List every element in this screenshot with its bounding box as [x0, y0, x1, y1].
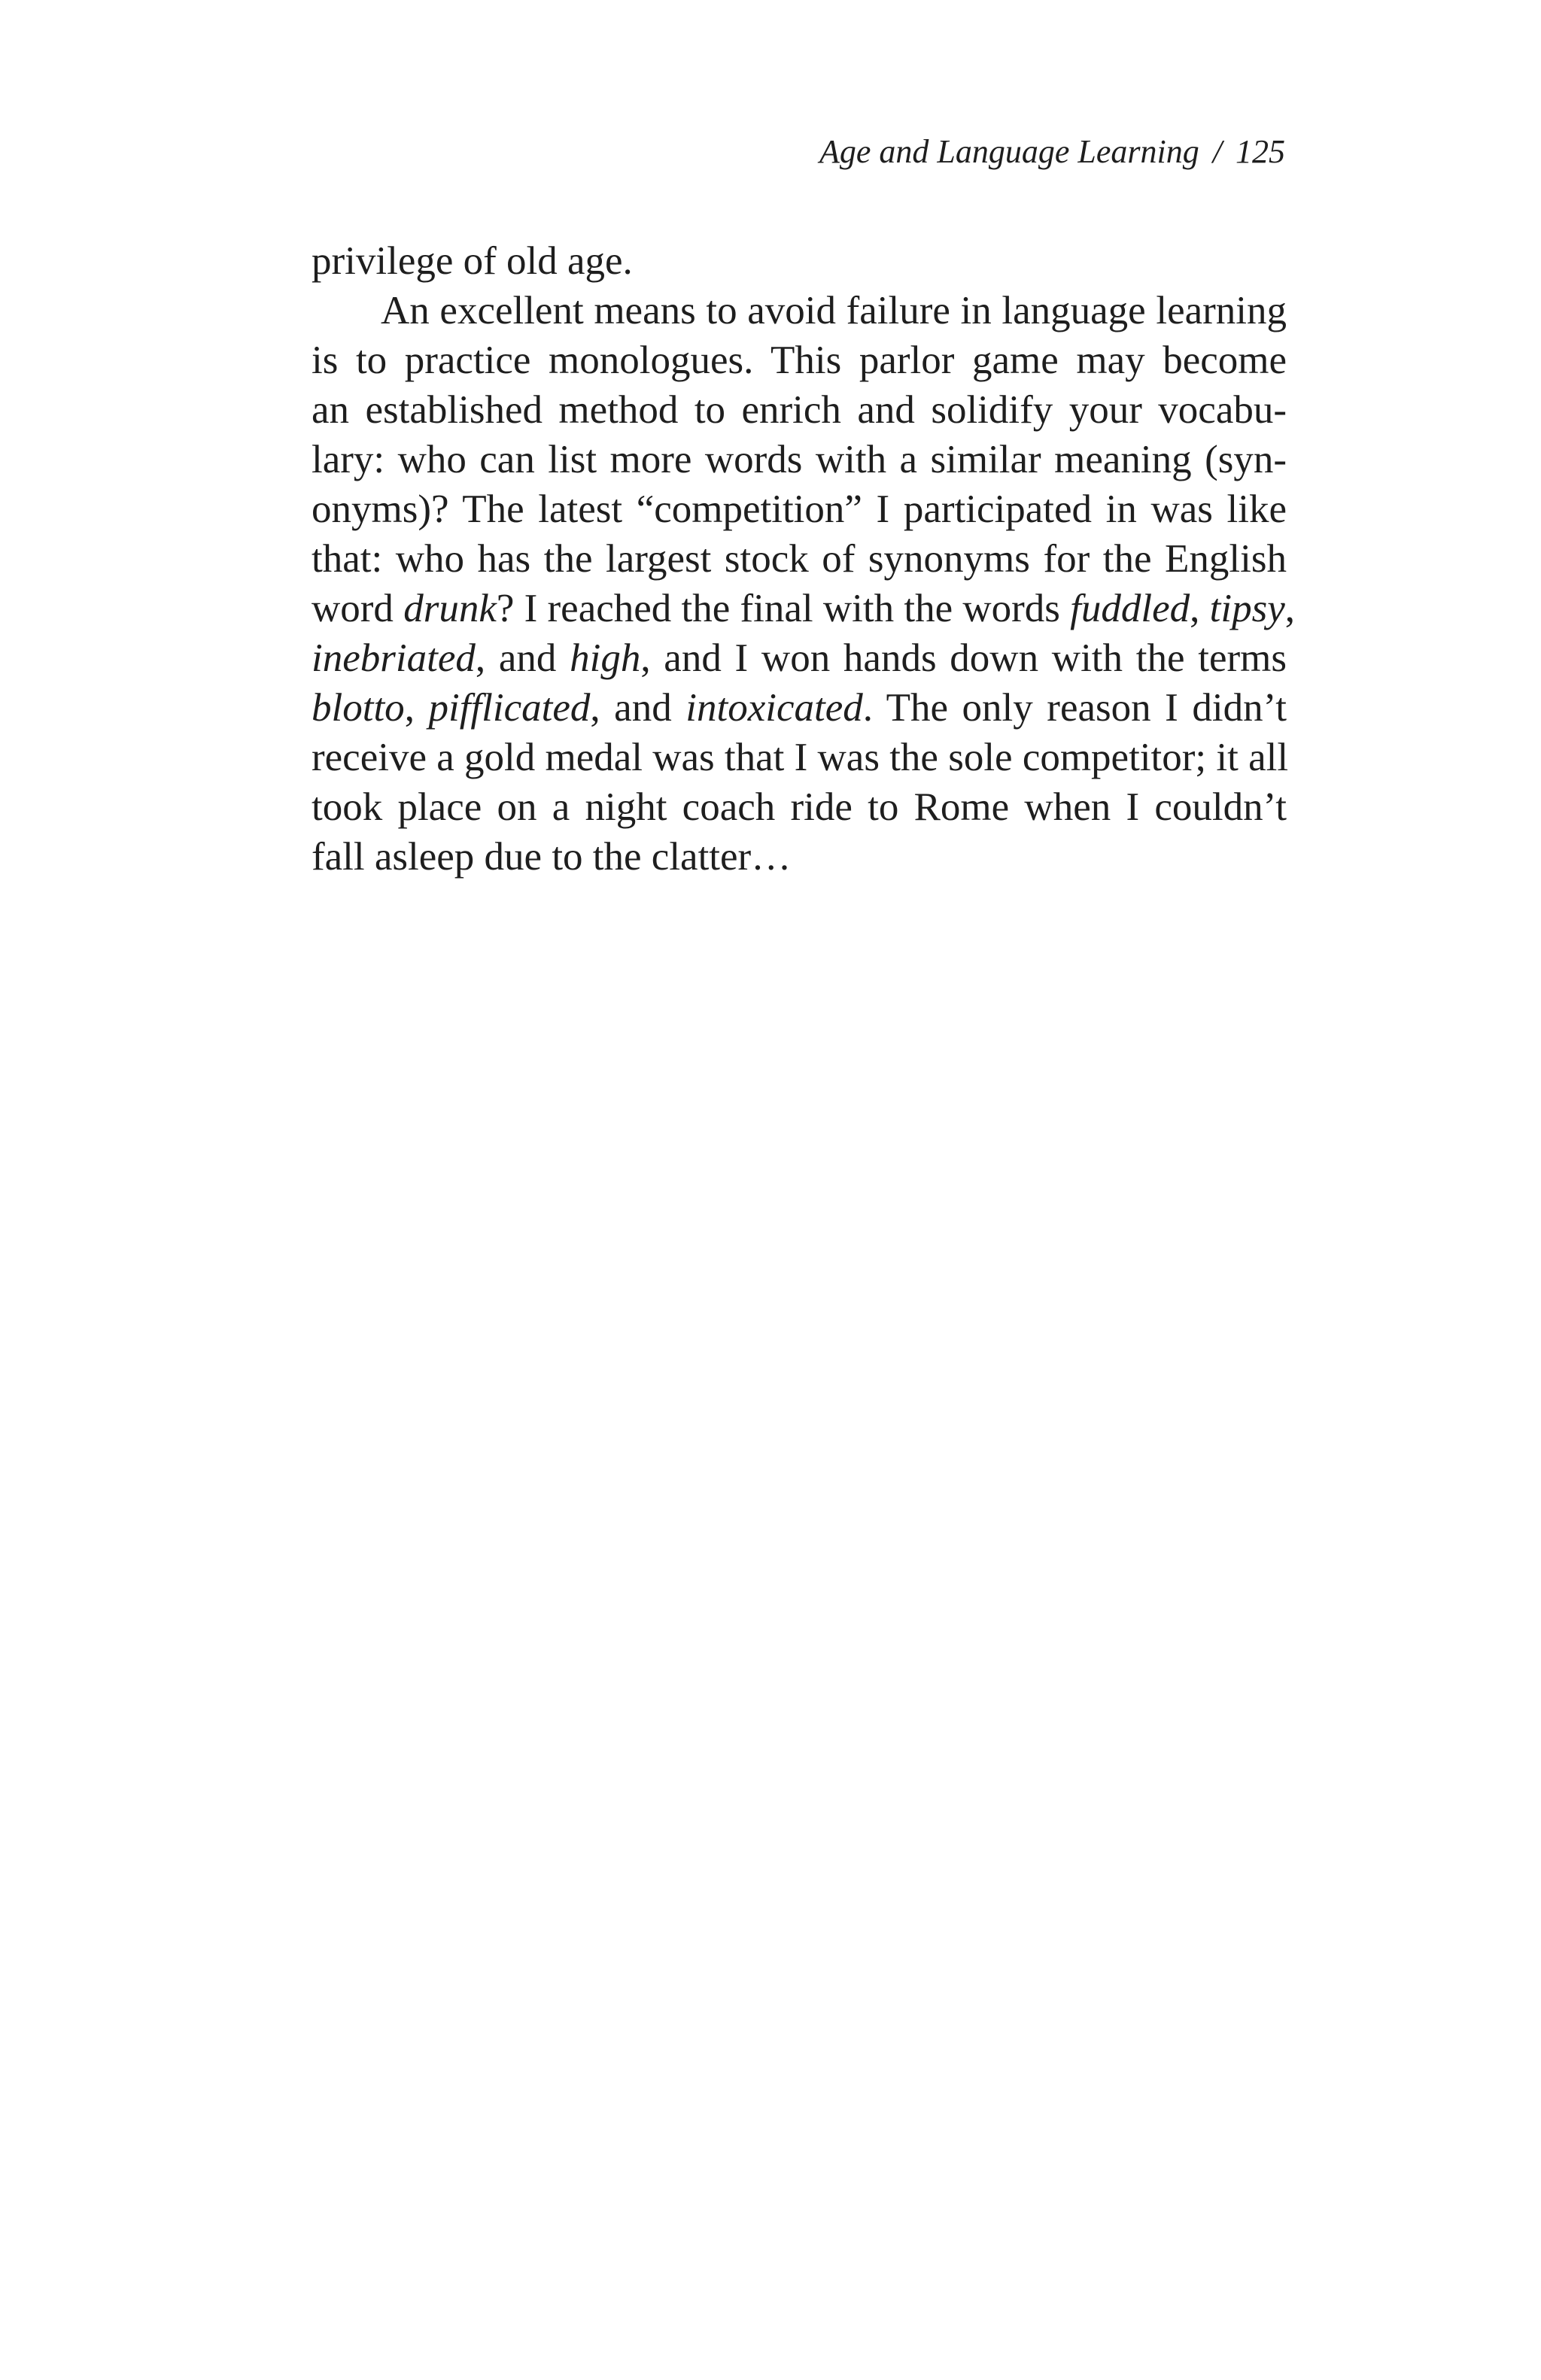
text-line: fall asleep due to the clatter…: [312, 835, 792, 879]
text-line: privilege of old age.: [312, 239, 633, 283]
italic-term: pifflicated: [428, 686, 591, 730]
italic-term: inebriated: [312, 636, 476, 680]
text-line: lary: who can list more words with a similar meaning (syn-: [312, 438, 1287, 481]
italic-term: high: [570, 636, 641, 680]
italic-term: drunk: [403, 587, 497, 630]
text-run: ,: [1190, 587, 1210, 630]
text-run: . The only reason I didn’t: [862, 686, 1287, 730]
italic-term: blotto: [312, 686, 405, 730]
italic-term: intoxicated: [685, 686, 863, 730]
italic-term: fuddled: [1070, 587, 1190, 630]
text-run: , and: [590, 686, 686, 730]
text-line: an established method to enrich and solidify your vocabu-: [312, 388, 1287, 432]
text-run: , and I won hands down with the terms: [640, 636, 1287, 680]
text-run: word: [312, 587, 404, 630]
running-head: [819, 129, 1285, 175]
text-line: onyms)? The latest “competition” I participated in was like: [312, 487, 1287, 531]
text-line: [312, 584, 1296, 633]
text-line: took place on a night coach ride to Rome when I couldn’t: [312, 785, 1287, 829]
text-line: that: who has the largest stock of synonyms for the English: [312, 537, 1287, 581]
text-line: [312, 633, 1287, 683]
text-run: ,: [404, 686, 429, 730]
body-text: [312, 236, 1296, 882]
text-line: is to practice monologues. This parlor game may become: [312, 338, 1287, 382]
header-separator: /: [1212, 133, 1222, 170]
text-run: , and: [475, 636, 570, 680]
running-title: Age and Language Learning: [819, 133, 1199, 170]
page-number: 125: [1236, 133, 1285, 170]
text-line: [312, 683, 1287, 733]
italic-term: tipsy: [1209, 587, 1285, 630]
text-line: receive a gold medal was that I was the sole competitor; it all: [312, 736, 1289, 779]
text-run: ? I reached the final with the words: [496, 587, 1071, 630]
text-line: An excellent means to avoid failure in language learning: [381, 289, 1287, 332]
text-run: ,: [1284, 587, 1296, 630]
